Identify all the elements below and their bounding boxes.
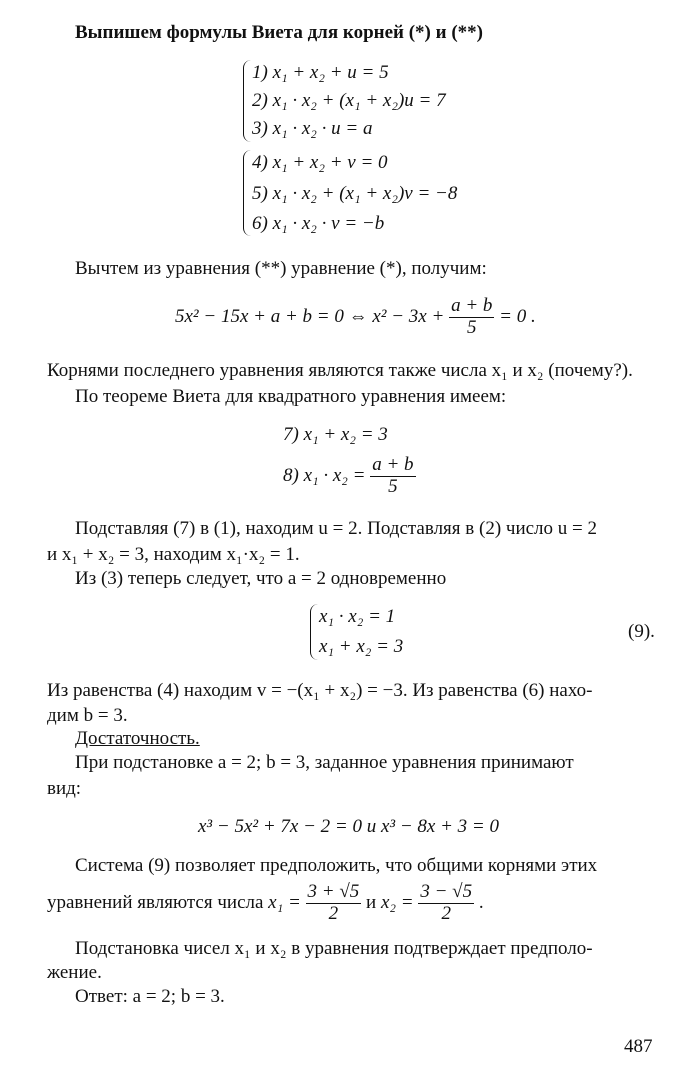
- x2-numerator: 3 − √5: [420, 881, 473, 902]
- equation-7: 7) x₁ + x₂ = 3: [283, 424, 388, 445]
- para8-prefix: уравнений являются числа: [47, 891, 264, 913]
- x2-label: x₂ =: [380, 891, 414, 913]
- x2-fraction: [418, 882, 474, 925]
- heading: Выпишем формулы Виета для корней (*) и (**): [75, 22, 483, 43]
- eq8-fraction: [370, 455, 415, 498]
- paragraph-subtract: Вычтем из уравнения (**) уравнение (*), получим:: [75, 258, 487, 279]
- eq1-left: 5x² − 15x + a + b = 0 ⇔ x² − 3x +: [175, 305, 445, 327]
- equation-8: [283, 455, 416, 498]
- paragraph-roots: Корнями последнего уравнения являются также числа x₁ и x₂ (почему?).: [47, 360, 633, 381]
- eq1-denominator: 5: [466, 316, 477, 338]
- paragraph-equality-line1: Из равенства (4) находим v = −(x₁ + x₂) = −3. Из равенства (6) нахо-: [47, 680, 593, 701]
- answer: Ответ: a = 2; b = 3.: [75, 986, 225, 1007]
- equation-3: 3) x₁ · x₂ · u = a: [252, 118, 373, 139]
- paragraph-equality-line2: дим b = 3.: [47, 705, 128, 726]
- eq1-fraction: [449, 296, 494, 339]
- x1-fraction: [306, 882, 362, 925]
- equation-2: 2) x₁ · x₂ + (x₁ + x₂)u = 7: [252, 90, 446, 111]
- paragraph-substitute-line1: Подставляя (7) в (1), находим u = 2. Подставляя в (2) число u = 2: [75, 518, 598, 539]
- eq1-numerator: a + b: [451, 295, 493, 316]
- paragraph-substitution-line2: вид:: [47, 778, 82, 799]
- paragraph-substitution-line1: При подстановке a = 2; b = 3, заданное уравнения принимают: [75, 752, 574, 773]
- para8-conj: и: [366, 891, 377, 913]
- paragraph-substitute-line2: и x₁ + x₂ = 3, находим x₁·x₂ = 1.: [47, 544, 300, 565]
- x1-denominator: 2: [328, 902, 339, 924]
- para8-end: .: [478, 891, 484, 913]
- eq8-left: 8) x₁ · x₂ =: [283, 464, 366, 486]
- x1-label: x₁ =: [268, 891, 301, 913]
- system1-brace: [243, 60, 252, 142]
- system9-eq1: x₁ · x₂ = 1: [319, 606, 396, 627]
- paragraph-system9-line2: [47, 882, 484, 925]
- equation-6: 6) x₁ · x₂ · v = −b: [252, 213, 385, 234]
- system9-eq2: x₁ + x₂ = 3: [319, 636, 404, 657]
- equation-4: 4) x₁ + x₂ + v = 0: [252, 152, 388, 173]
- equation-difference: [175, 296, 536, 339]
- paragraph-vieta: По теореме Виета для квадратного уравнения имеем:: [75, 386, 507, 407]
- eq1-right: = 0 .: [499, 305, 536, 327]
- paragraph-system9-line1: Система (9) позволяет предположить, что общими корнями этих: [75, 855, 598, 876]
- eq8-denominator: 5: [388, 475, 398, 497]
- system9-label: (9).: [628, 621, 655, 642]
- x2-denominator: 2: [441, 902, 451, 924]
- eq8-numerator: a + b: [372, 454, 414, 475]
- paragraph-verify-line2: жение.: [47, 962, 102, 983]
- section-sufficiency: Достаточность.: [75, 728, 200, 749]
- equation-5: 5) x₁ · x₂ + (x₁ + x₂)v = −8: [252, 183, 458, 204]
- system2-brace: [243, 150, 252, 236]
- system9-brace: [310, 604, 319, 660]
- page-number: 487: [624, 1036, 653, 1057]
- equation-cubics: x³ − 5x² + 7x − 2 = 0 и x³ − 8x + 3 = 0: [198, 816, 500, 837]
- paragraph-from-3: Из (3) теперь следует, что a = 2 одновременно: [75, 568, 447, 589]
- paragraph-verify-line1: Подстановка чисел x₁ и x₂ в уравнения подтверждает предполо-: [75, 938, 593, 959]
- equation-1: 1) x₁ + x₂ + u = 5: [252, 62, 389, 83]
- x1-numerator: 3 + √5: [307, 881, 360, 902]
